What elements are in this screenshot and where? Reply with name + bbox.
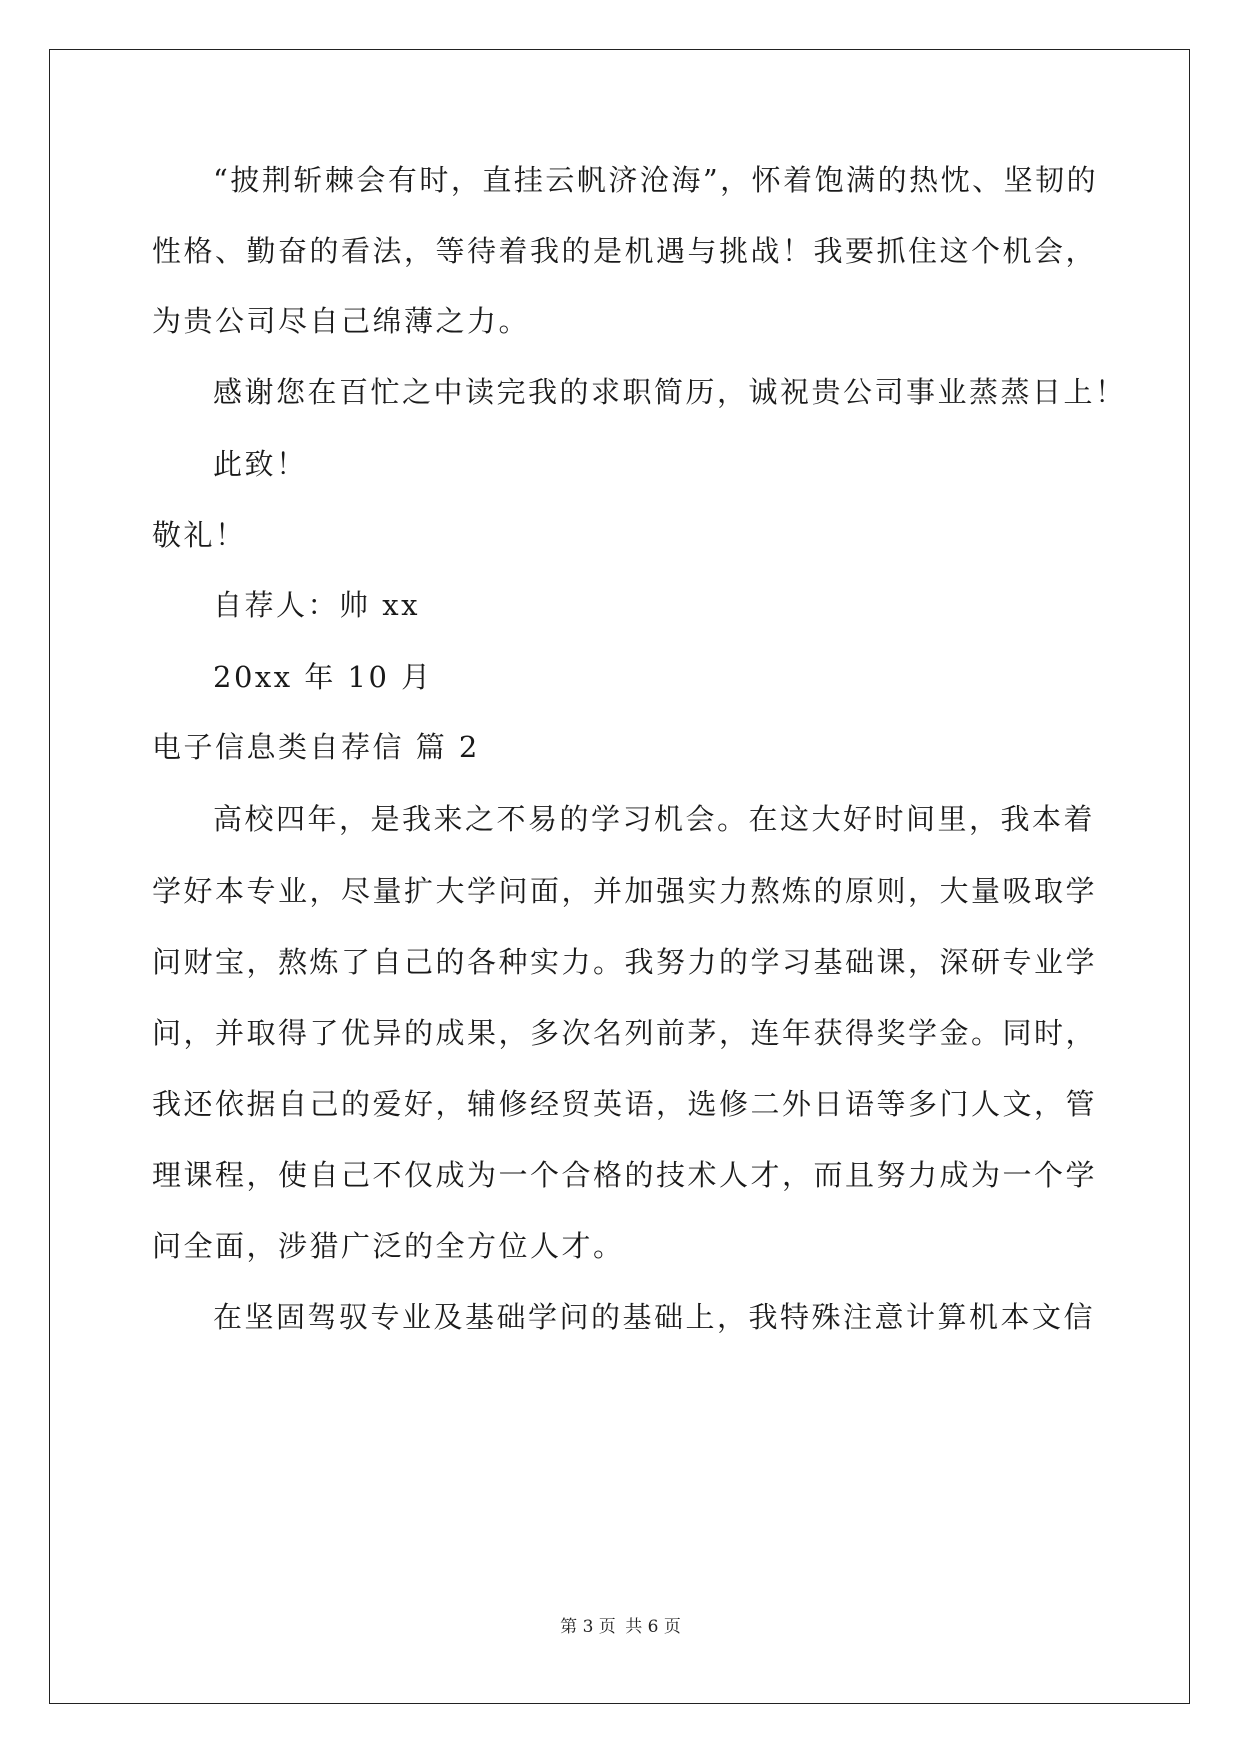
paragraph-line: 问财宝，熬炼了自己的各种实力。我努力的学习基础课，深研专业学 <box>152 945 1098 979</box>
date-line: 20xx 年 10 月 <box>213 660 433 694</box>
page-footer <box>0 1612 1241 1637</box>
section-heading: 电子信息类自荐信 篇 2 <box>152 730 480 764</box>
paragraph-line: 为贵公司尽自己绵薄之力。 <box>152 304 531 338</box>
paragraph-line: 问全面，涉猎广泛的全方位人才。 <box>152 1229 625 1263</box>
paragraph-line: 问，并取得了优异的成果，多次名列前茅，连年获得奖学金。同时， <box>152 1016 1098 1050</box>
paragraph-line: “披荆斩棘会有时，直挂云帆济沧海”，怀着饱满的热忱、坚韧的 <box>213 163 1099 197</box>
paragraph-line: 性格、勤奋的看法，等待着我的是机遇与挑战！我要抓住这个机会， <box>152 234 1098 268</box>
paragraph-line: 在坚固驾驭专业及基础学问的基础上，我特殊注意计算机本文信 <box>213 1300 1096 1334</box>
paragraph-line: 感谢您在百忙之中读完我的求职简历，诚祝贵公司事业蒸蒸日上！ <box>213 375 1127 409</box>
closing-regards: 敬礼！ <box>152 518 247 552</box>
paragraph-line: 学好本专业，尽量扩大学问面，并加强实力熬炼的原则，大量吸取学 <box>152 874 1098 908</box>
closing-salutation: 此致！ <box>213 447 308 481</box>
page-total: 共 6 页 <box>625 1617 681 1637</box>
signature-line: 自荐人：帅 xx <box>213 588 420 622</box>
paragraph-line: 高校四年，是我来之不易的学习机会。在这大好时间里，我本着 <box>213 802 1096 836</box>
paragraph-line: 我还依据自己的爱好，辅修经贸英语，选修二外日语等多门人文，管 <box>152 1087 1098 1121</box>
paragraph-line: 理课程，使自己不仅成为一个合格的技术人才，而且努力成为一个学 <box>152 1158 1098 1192</box>
page-number: 第 3 页 <box>560 1617 616 1637</box>
